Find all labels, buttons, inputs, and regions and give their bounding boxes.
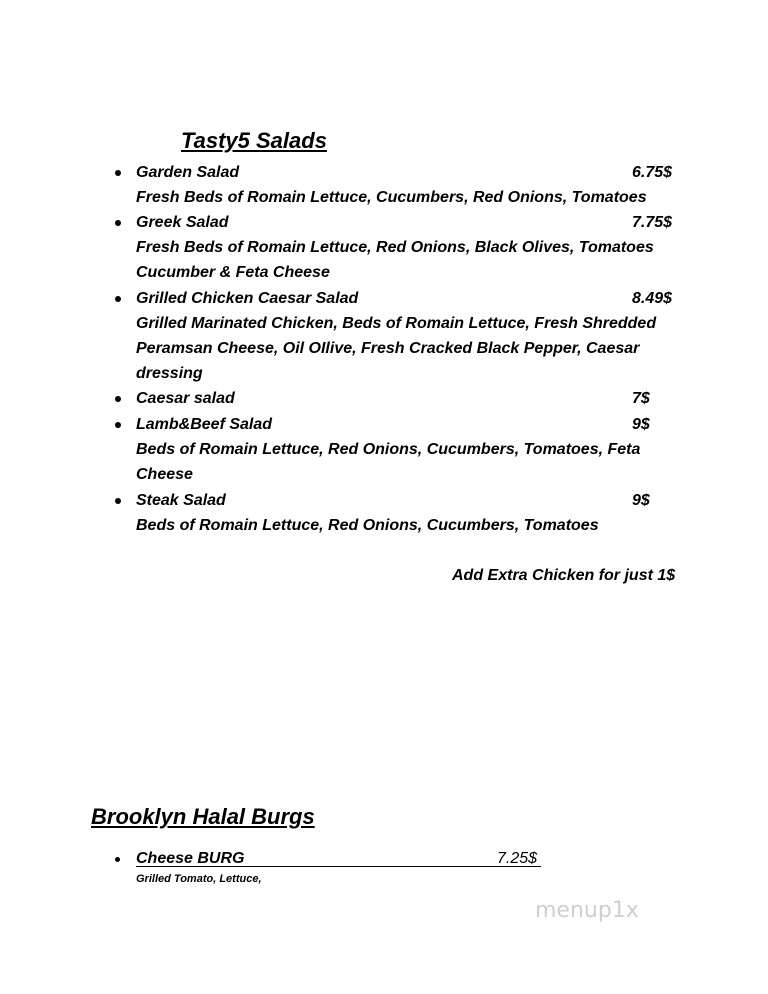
bullet-icon [115, 170, 121, 176]
menu-item-desc-line: dressing [136, 365, 203, 382]
menu-item-desc-line: Fresh Beds of Romain Lettuce, Cucumbers, Red Onions, Tomatoes [136, 189, 647, 206]
bullet-icon [115, 396, 121, 402]
menu-item-desc-line: Fresh Beds of Romain Lettuce, Red Onions, Black Olives, Tomatoes [136, 239, 654, 256]
menu-item-price: 6.75$ [632, 164, 673, 181]
bullet-icon [115, 296, 121, 302]
menu-item-desc-line: Beds of Romain Lettuce, Red Onions, Cucumbers, Tomatoes, Feta [136, 441, 641, 458]
burgs-title: Brooklyn Halal Burgs [91, 804, 315, 829]
menu-item-desc: Grilled Tomato, Lettuce, [136, 873, 262, 885]
menu-item-desc-line: Grilled Marinated Chicken, Beds of Romain Lettuce, Fresh Shredded [136, 315, 657, 332]
bullet-icon [115, 220, 121, 226]
menu-item-desc-line: Cheese [136, 466, 193, 483]
extra-chicken-note: Add Extra Chicken for just 1$ [452, 567, 676, 584]
salads-title: Tasty5 Salads [181, 128, 327, 153]
menu-item-name: Caesar salad [136, 390, 235, 407]
price-leader-line [136, 866, 541, 867]
menu-item-desc-line: Peramsan Cheese, Oil OIlive, Fresh Cracked Black Pepper, Caesar [136, 340, 640, 357]
bullet-icon [115, 498, 121, 504]
watermark-logo: menup1x [535, 898, 639, 923]
bullet-icon [115, 857, 120, 862]
menu-item-price: 9$ [632, 416, 650, 433]
menu-item-name: Grilled Chicken Caesar Salad [136, 290, 359, 307]
menu-item-price: 7.75$ [632, 214, 673, 231]
menu-item-desc-line: Cucumber & Feta Cheese [136, 264, 330, 281]
menu-item-name: Steak Salad [136, 492, 226, 509]
menu-item-price: 7$ [632, 390, 650, 407]
menu-item-price: 9$ [632, 492, 650, 509]
menu-item-name: Cheese BURG [136, 850, 245, 867]
menu-item-name: Greek Salad [136, 214, 229, 231]
menu-item-desc-line: Beds of Romain Lettuce, Red Onions, Cucumbers, Tomatoes [136, 517, 599, 534]
bullet-icon [115, 422, 121, 428]
menu-item-name: Garden Salad [136, 164, 240, 181]
menu-item-price: 8.49$ [632, 290, 673, 307]
menu-item-price: 7.25$ [497, 850, 538, 867]
menu-item-name: Lamb&Beef Salad [136, 416, 273, 433]
